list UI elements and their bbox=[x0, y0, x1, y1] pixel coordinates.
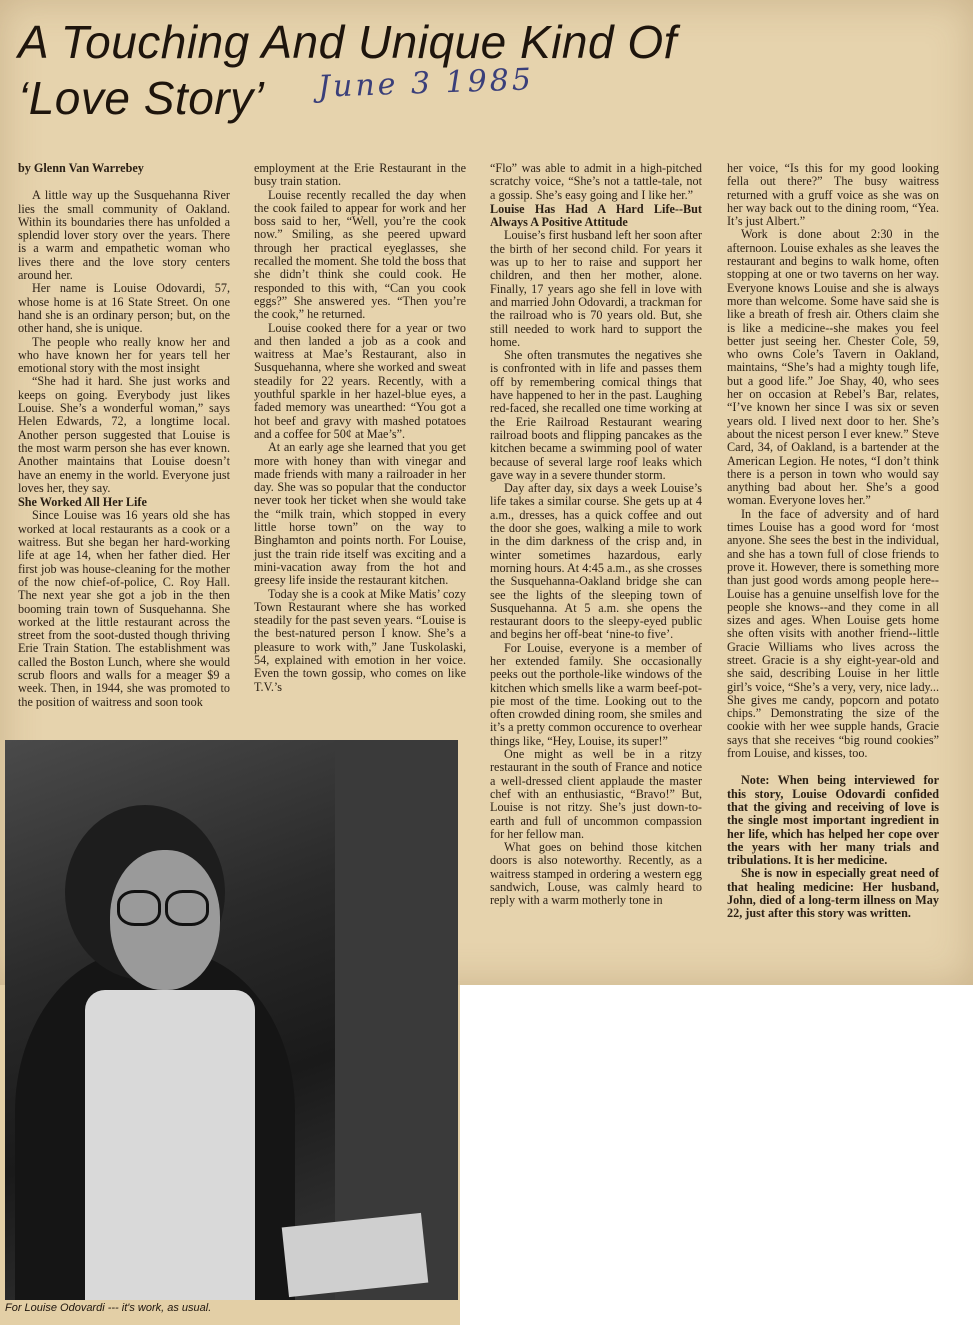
photo-louise-odovardi bbox=[5, 740, 458, 1300]
paragraph: “She had it hard. She just works and keeps on going. Everybody just likes Louise. She’s a wonderful woman,” says Helen Edwards, 72, a longtime local. Another person suggested that Louise is the most warm person she has ever known. Another maintains that Louise doesn’t have an enemy in the world. Everyone just loves her, they say. bbox=[18, 374, 230, 495]
paragraph: At an early age she learned that you get more with honey than with vinegar and made friends with many a railroader in her day. She was so popular that the conductor never took her ticket when she would take the “milk train, which stopped in every little horse town” on the way to Binghamton and points north. For Louise, just the train ride itself was exciting and a mini-vacation away from the hot and greesy life inside the restaurant kitchen. bbox=[254, 440, 466, 588]
paragraph: The people who really know her and who have known her for years tell her emotional story with the most insight bbox=[18, 334, 230, 376]
paragraph: her voice, “Is this for my good looking fella out there?” The busy waitress returned with a gruff voice as she was on her way back out to the dining room, “Yea. It’s just Albert.” bbox=[727, 161, 939, 229]
column-3 bbox=[490, 162, 702, 908]
paragraph: A little way up the Susquehanna River lies the small community of Oakland. Within its boundaries there has unfolded a splendid lover story over the years. There is a warm and empathetic woman who lives there and the love story centers around her. bbox=[18, 188, 230, 283]
paragraph: Louise cooked there for a year or two and then landed a job as a cook and waitress at Mae’s Restaurant, also in Susquehanna, where she worked and sweat steadily for 22 years. Recently, with a youthful sparkle in her hazel-blue eyes, a faded memory was unearthed: “You got a hot beef and gravy with mashed potatoes and a coffee for 50¢ at Mae’s”. bbox=[254, 320, 466, 441]
paragraph: Louise recently recalled the day when the cook failed to appear for work and her boss said to her, “Well, you’re the cook now.” Smiling, as she peered upward through her practical eyeglasses, she recalled the moment. She told the boss that she didn’t think she could cook. He responded to this with, “Can you cook eggs?” She answered yes. “Then you’re the cook,” he returned. bbox=[254, 187, 466, 322]
photo-apron bbox=[85, 990, 255, 1300]
subheading: She Worked All Her Life bbox=[18, 495, 147, 510]
headline-line-1: A Touching And Unique Kind Of bbox=[18, 16, 677, 68]
photo-tray bbox=[282, 1213, 429, 1297]
byline: by Glenn Van Warrebey bbox=[18, 161, 144, 175]
subheading: Louise Has Had A Hard Life--But Always A Positive Attitude bbox=[490, 201, 702, 230]
column-1 bbox=[18, 162, 230, 709]
paragraph: employment at the Erie Restaurant in the busy train station. bbox=[254, 161, 466, 189]
paragraph: Her name is Louise Odovardi, 57, whose home is at 16 State Street. On one hand she is an ordinary person; but, on the other hand, she is unique. bbox=[18, 281, 230, 336]
paragraph: Day after day, six days a week Louise’s life takes a similar course. She gets up at 4 a.m., dresses, has a quick coffee and out the door she goes, walking a mile to work in the dim darkness of the crisp and, in winter sometimes hazardous, early morning hours. At 4:45 a.m., as she crosses the Susquehanna-Oakland bridge she can see the lights of the sleeping town of Susquehanna. At 5 a.m. she opens the restaurant doors to the sleepy-eyed public and begins her off-beat ‘nine-to five’. bbox=[490, 481, 702, 642]
paragraph: One might as well be in a ritzy restaurant in the south of France and notice a well-dressed client applaude the master chef with an enthusiastic, “Bravo!” But, Louise is not ritzy. She’s just down-to-earth and full of uncommon compassion for her fellow man. bbox=[490, 747, 702, 841]
paragraph: In the face of adversity and of hard times Louise has a good word for ‘most anyone. She sees the best in the individual, and she has a town full of close friends to prove it. However, there is something more than just good words among people here--Louise has a genuine unselfish love for the people she knows--and they come in all sizes and ages. When Louise gets home she often visits with another friend--little Gracie Williams who lives across the street. Gracie is a shy eight-year-old and she said, describing Louise in her little girl’s voice, “She’s a very, very, nice lady... She gives me candy, popcorn and potato chips.” Demonstrating the size of the cookie with her wee supple hands, Gracie says that she receives “big round cookies” from Louise, and kisses, too. bbox=[727, 506, 939, 761]
paragraph: For Louise, everyone is a member of her extended family. She occasionally peeks out the porthole-like windows of the kitchen which smells like a warm beef-pot-pie most of the time. Looking out to the often crowded dining room, she smiles and it’s a pretty common occurence to overhear things like, “Hey, Louise, its super!” bbox=[490, 640, 702, 748]
paragraph: She often transmutes the negatives she is confronted with in life and passes them off by remembering comical things that have happened to her in the past. Laughing red-faced, she recalled one time working at the Erie Railroad Restaurant wearing railroad boots and flipping pancakes as the kitchen became a swimming pool of water because of several large roof leaks which gave way in a severe thunder storm. bbox=[490, 348, 702, 482]
editor-note-2: She is now in especially great need of that healing medicine: Her husband, John, died of a long-term illness on May 22, just after this story was written. bbox=[727, 866, 939, 921]
handwritten-date: June 3 1985 bbox=[317, 62, 535, 105]
photo-glasses-left bbox=[117, 890, 161, 926]
paragraph: “Flo” was able to admit in a high-pitched scratchy voice, “She’s not a tattle-tale, not a gossip. She’s easy going and I like her.” bbox=[490, 161, 702, 202]
editor-note: Note: When being interviewed for this story, Louise Odovardi confided that the giving and receiving of love is the single most important ingredient in her life, which has helped her cope over the years with her many trials and tribulations. It is her medicine. bbox=[727, 773, 939, 868]
paragraph: Work is done about 2:30 in the afternoon. Louise exhales as she leaves the restaurant and begins to walk home, often stopping at one or two taverns on her way. Everyone knows Louise and she is always more than welcome. Some have said she is like a breath of fresh air. Others claim she is like a medicine--she makes you feel better just seeing her. Chester Cole, 59, who owns Cole’s Tavern in Oakland, maintains, “She’s had a mighty tough life, but a good life.” Joe Shay, 40, who sees her on occasion at Rebel’s Bar, relates, “I’ve known her since I was six or seven years old. I lived next door to her. She’s about the nicest person I ever knew.” Steve Card, 34, of Oakland, is a bartender at the American Legion. He notes, “I don’t think there is a person in town who would say anything bad about her. She’s a good woman. Everyone loves her.” bbox=[727, 227, 939, 508]
column-4 bbox=[727, 162, 939, 921]
headline-line-2: ‘Love Story’ bbox=[18, 72, 265, 124]
paragraph: Louise’s first husband left her soon after the birth of her second child. For years it was up to her to raise and support her children, and then her mother, alone. Finally, 17 years ago she fell in love with and married John Odovardi, a trackman for the railroad who is 70 years old. But, she still needed to work hard to support the home. bbox=[490, 228, 702, 349]
paragraph: Since Louise was 16 years old she has worked at local restaurants as a cook or a waitress. But she began her hard-working life at age 14, when her father died. Her first job was house-cleaning for the mother of the now chief-of-police, C. Roy Hall. The next year she got a job in the then booming train town of Susquehanna. She worked at the little restaurant across the street from the soot-dusted though thriving Erie Train Station. The establishment was called the Boston Lunch, where she would scrub floors and walls for a meager $9 a week. Then, in 1944, she was promoted to the position of waitress and soon took bbox=[18, 508, 230, 709]
photo-caption: For Louise Odovardi --- it's work, as usual. bbox=[5, 1302, 212, 1314]
photo-glasses-right bbox=[165, 890, 209, 926]
paragraph: What goes on behind those kitchen doors is also noteworthy. Recently, as a waitress stamped in ordering a western egg sandwich, Louse, was calmly heard to reply with a warm motherly tone in bbox=[490, 840, 702, 908]
column-2 bbox=[254, 162, 466, 694]
paragraph: Today she is a cook at Mike Matis’ cozy Town Restaurant where she has worked steadily for the past seven years. “Louise is the best-natured person I know. She’s a pleasure to work with,” Jane Tuskolaski, 54, explained with emotion in her voice. Even the town gossip, who comes on like T.V.’s bbox=[254, 586, 466, 694]
